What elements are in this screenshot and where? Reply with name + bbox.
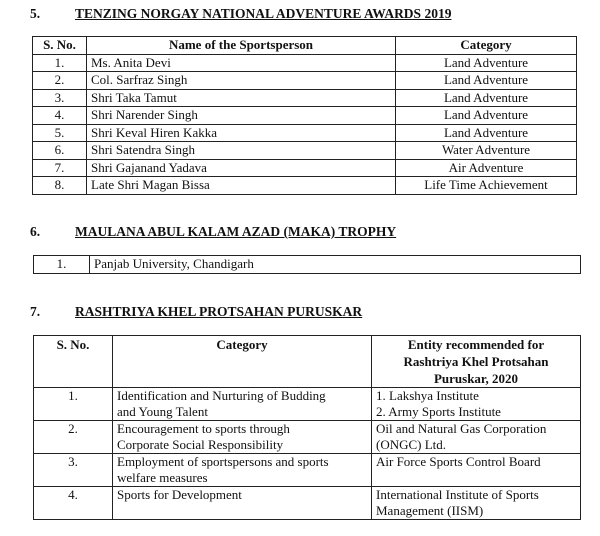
table-header-row (34, 336, 581, 388)
cell-sno: 4. (33, 107, 87, 125)
header-sno: S. No. (34, 336, 113, 388)
section-7-title: RASHTRIYA KHEL PROTSAHAN PURUSKAR (75, 304, 363, 319)
cell-line: International Institute of Sports (376, 487, 539, 502)
cell-line: 2. Army Sports Institute (376, 404, 501, 419)
table-row (34, 388, 581, 421)
header-entity (372, 336, 581, 388)
cell-sno: 6. (33, 142, 87, 160)
cell-sportsperson: Shri Narender Singh (87, 107, 396, 125)
cell-category: Life Time Achievement (396, 177, 577, 195)
section-6-number: 6. (30, 224, 41, 239)
cell-category (113, 388, 372, 421)
section-6-title: MAULANA ABUL KALAM AZAD (MAKA) TROPHY (75, 224, 397, 239)
cell-sno: 3. (33, 89, 87, 107)
table-row (34, 454, 581, 487)
section-5-number: 5. (30, 6, 41, 21)
cell-entity (372, 421, 581, 454)
cell-sportsperson: Late Shri Magan Bissa (87, 177, 396, 195)
cell-sno: 8. (33, 177, 87, 195)
cell-line: Oil and Natural Gas Corporation (376, 421, 547, 436)
table-row (33, 107, 577, 125)
header-category: Category (396, 37, 577, 55)
cell-category: Land Adventure (396, 72, 577, 90)
table-row (33, 72, 577, 90)
adventure-awards-table (32, 36, 577, 195)
cell-institution: Panjab University, Chandigarh (90, 256, 581, 274)
cell-sportsperson: Col. Sarfraz Singh (87, 72, 396, 90)
table-row (33, 142, 577, 160)
cell-sportsperson: Ms. Anita Devi (87, 54, 396, 72)
table-row (33, 177, 577, 195)
cell-category: Land Adventure (396, 124, 577, 142)
cell-entity (372, 388, 581, 421)
table-row (33, 89, 577, 107)
cell-sno: 7. (33, 159, 87, 177)
table-row (33, 159, 577, 177)
cell-sno: 1. (34, 256, 90, 274)
header-entity-line: Rashtriya Khel Protsahan (403, 354, 549, 369)
cell-line: Corporate Social Responsibility (117, 437, 284, 452)
cell-category: Land Adventure (396, 89, 577, 107)
table-header-row (33, 37, 577, 55)
table-row (34, 487, 581, 520)
header-category: Category (113, 336, 372, 388)
cell-line: Encouragement to sports through (117, 421, 290, 436)
cell-category (113, 487, 372, 520)
table-row (33, 54, 577, 72)
cell-line: Air Force Sports Control Board (376, 454, 541, 469)
cell-sno: 1. (34, 388, 113, 421)
cell-category: Air Adventure (396, 159, 577, 177)
section-7-number: 7. (30, 304, 41, 319)
table-row (34, 421, 581, 454)
header-entity-line: Entity recommended for (407, 337, 545, 352)
cell-sportsperson: Shri Gajanand Yadava (87, 159, 396, 177)
cell-sportsperson: Shri Keval Hiren Kakka (87, 124, 396, 142)
cell-category (113, 421, 372, 454)
header-sno: S. No. (33, 37, 87, 55)
cell-sno: 1. (33, 54, 87, 72)
cell-sportsperson: Shri Taka Tamut (87, 89, 396, 107)
table-row (33, 124, 577, 142)
cell-line: 1. Lakshya Institute (376, 388, 479, 403)
maka-trophy-table (33, 255, 581, 274)
cell-line: Identification and Nurturing of Budding (117, 388, 326, 403)
cell-entity (372, 487, 581, 520)
cell-line: and Young Talent (117, 404, 208, 419)
cell-sno: 5. (33, 124, 87, 142)
cell-sno: 4. (34, 487, 113, 520)
cell-sno: 2. (34, 421, 113, 454)
cell-category: Land Adventure (396, 107, 577, 125)
khel-protsahan-table (33, 335, 581, 520)
cell-line: Sports for Development (117, 487, 242, 502)
cell-line: Management (IISM) (376, 503, 484, 518)
header-entity-line: Puruskar, 2020 (433, 371, 519, 386)
cell-line: welfare measures (117, 470, 208, 485)
cell-line: Employment of sportspersons and sports (117, 454, 329, 469)
cell-category (113, 454, 372, 487)
header-name: Name of the Sportsperson (87, 37, 396, 55)
section-5-title: TENZING NORGAY NATIONAL ADVENTURE AWARDS 2019 (75, 6, 452, 21)
table-row (34, 256, 581, 274)
cell-entity (372, 454, 581, 487)
cell-sno: 2. (33, 72, 87, 90)
cell-category: Water Adventure (396, 142, 577, 160)
cell-sno: 3. (34, 454, 113, 487)
cell-line: (ONGC) Ltd. (376, 437, 447, 452)
cell-category: Land Adventure (396, 54, 577, 72)
cell-sportsperson: Shri Satendra Singh (87, 142, 396, 160)
